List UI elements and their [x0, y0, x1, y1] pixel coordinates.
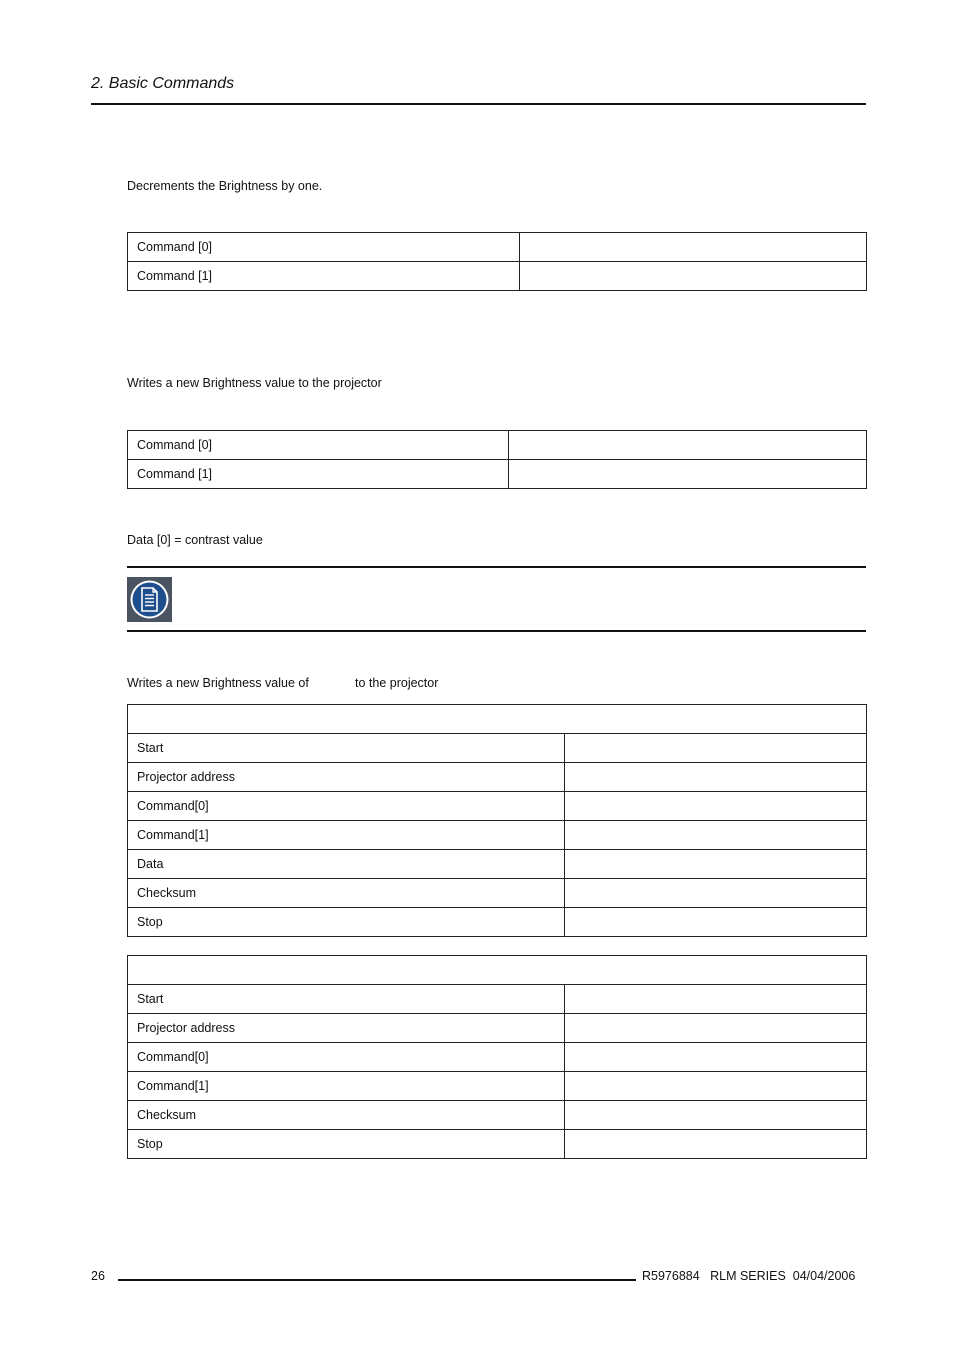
command-label: Command [1] — [128, 460, 509, 489]
field-label: Projector address — [128, 1014, 565, 1043]
example-description-start: Writes a new Brightness value of — [127, 676, 309, 690]
example-command-table — [127, 704, 867, 937]
table-row — [128, 460, 867, 489]
header-rule — [91, 103, 866, 105]
field-label: Start — [128, 734, 565, 763]
table-row — [128, 262, 867, 291]
table-title — [128, 956, 867, 985]
command-label: Command [1] — [128, 262, 520, 291]
table-row — [128, 908, 867, 937]
command-value — [520, 233, 867, 262]
note-bottom-rule — [127, 630, 866, 632]
field-label: Stop — [128, 908, 565, 937]
document-reference: R5976884 RLM SERIES 04/04/2006 — [642, 1269, 856, 1283]
section2-command-table — [127, 430, 867, 489]
field-label: Command[1] — [128, 821, 565, 850]
footer-rule — [118, 1279, 636, 1281]
section1-description: Decrements the Brightness by one. — [127, 179, 323, 193]
table-row — [128, 879, 867, 908]
field-value — [565, 792, 867, 821]
table-row — [128, 985, 867, 1014]
command-value — [520, 262, 867, 291]
table-title — [128, 705, 867, 734]
field-label: Projector address — [128, 763, 565, 792]
field-value — [565, 908, 867, 937]
table-title-row — [128, 705, 867, 734]
table-row — [128, 734, 867, 763]
command-value — [509, 460, 867, 489]
field-label: Command[1] — [128, 1072, 565, 1101]
table-row — [128, 792, 867, 821]
field-value — [565, 1072, 867, 1101]
field-value — [565, 1043, 867, 1072]
table-row — [128, 821, 867, 850]
table-row — [128, 233, 867, 262]
field-value — [565, 821, 867, 850]
command-value — [509, 431, 867, 460]
table-row — [128, 1043, 867, 1072]
field-label: Start — [128, 985, 565, 1014]
field-value — [565, 850, 867, 879]
example-description-end: to the projector — [355, 676, 439, 690]
table-row — [128, 1130, 867, 1159]
data-note: Data [0] = contrast value — [127, 533, 263, 547]
field-label: Checksum — [128, 1101, 565, 1130]
command-label: Command [0] — [128, 431, 509, 460]
table-row — [128, 1014, 867, 1043]
section1-command-table — [127, 232, 867, 291]
note-document-icon — [127, 577, 172, 622]
page-number: 26 — [91, 1269, 105, 1283]
field-label: Data — [128, 850, 565, 879]
table-row — [128, 850, 867, 879]
field-label: Command[0] — [128, 792, 565, 821]
table-row — [128, 1101, 867, 1130]
table-row — [128, 763, 867, 792]
field-value — [565, 763, 867, 792]
field-label: Stop — [128, 1130, 565, 1159]
section2-description: Writes a new Brightness value to the projector — [127, 376, 382, 390]
page-header-title: 2. Basic Commands — [91, 75, 235, 92]
field-label: Command[0] — [128, 1043, 565, 1072]
field-value — [565, 1130, 867, 1159]
field-value — [565, 1014, 867, 1043]
note-top-rule — [127, 566, 866, 568]
table-row — [128, 1072, 867, 1101]
field-value — [565, 985, 867, 1014]
field-label: Checksum — [128, 879, 565, 908]
reply-command-table — [127, 955, 867, 1159]
table-title-row — [128, 956, 867, 985]
field-value — [565, 734, 867, 763]
table-row — [128, 431, 867, 460]
command-label: Command [0] — [128, 233, 520, 262]
field-value — [565, 879, 867, 908]
field-value — [565, 1101, 867, 1130]
